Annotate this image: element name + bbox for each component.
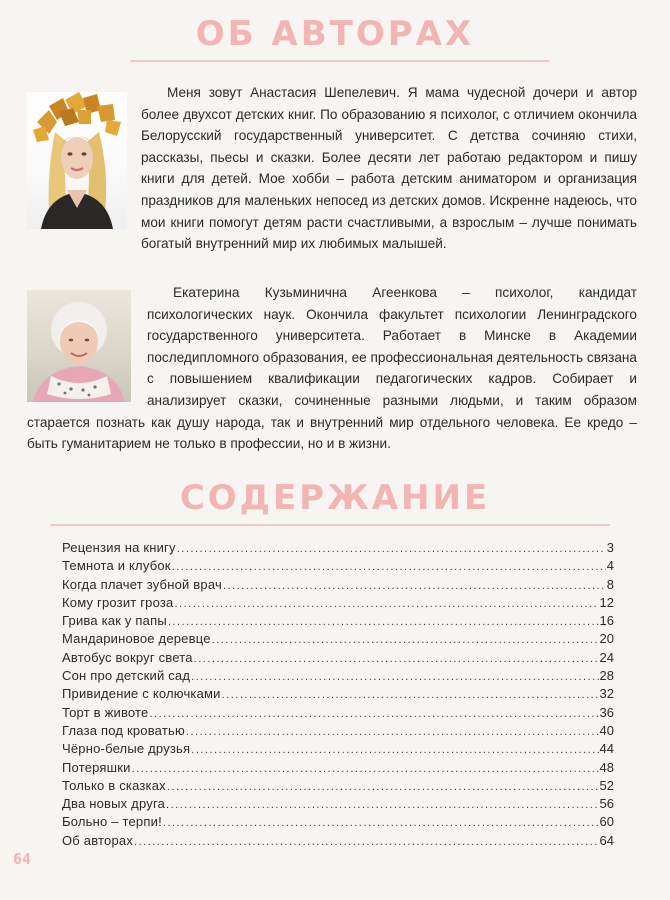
toc-title: Сон про детский сад xyxy=(62,668,191,684)
toc-leader xyxy=(134,833,599,851)
author-bio-ekaterina xyxy=(27,282,637,455)
toc-entry xyxy=(62,594,614,612)
toc-entry xyxy=(62,777,614,795)
toc-title: Грива как у папы xyxy=(62,613,167,629)
toc-entry xyxy=(62,685,614,703)
toc-title: Только в сказках xyxy=(62,777,166,793)
toc-leader xyxy=(175,595,599,613)
toc-title: Глаза под кроватью xyxy=(62,722,185,738)
toc-title: Когда плачет зубной врач xyxy=(62,576,222,592)
toc-entry xyxy=(62,759,614,777)
toc-leader xyxy=(132,760,599,778)
toc-entry xyxy=(62,667,614,685)
author-bio-text: Меня зовут Анастасия Шепелевич. Я мама чудесной дочери и автор более двухсот детских книг. По образованию я психолог, с отличием окончила Белорусский государственный университет. С детства сочиняю стихи, рассказы, пьесы и сказки. Более десяти лет работаю редактором и пишу книги для детей. Мое хобби – работа детским аниматором и организация праздников для маленьких непосед из детских домов. Искренне надеюсь, что мои книги помогут детям расти счастливыми, а взрослым – лучше понимать богатый внутренний мир их любимых малышей. xyxy=(141,85,637,252)
toc-leader xyxy=(191,741,598,759)
toc-page: 8 xyxy=(606,576,614,592)
toc-entry xyxy=(62,704,614,722)
toc-leader xyxy=(167,778,599,796)
toc-leader xyxy=(212,631,599,649)
toc-page: 60 xyxy=(599,814,614,830)
toc-title: Автобус вокруг света xyxy=(62,649,193,665)
toc-title: Рецензия на книгу xyxy=(62,540,176,555)
table-of-contents xyxy=(62,539,614,850)
toc-entry xyxy=(62,649,614,667)
toc-leader xyxy=(191,668,598,686)
toc-leader xyxy=(223,577,606,595)
toc-title: Об авторах xyxy=(62,832,134,848)
author-bio-anastasia xyxy=(27,82,637,258)
toc-entry xyxy=(62,813,614,831)
heading-underline xyxy=(50,524,610,526)
toc-title: Потеряшки xyxy=(62,759,131,775)
toc-entry xyxy=(62,576,614,594)
toc-page: 28 xyxy=(599,668,614,684)
toc-entry xyxy=(62,612,614,630)
toc-page: 12 xyxy=(599,594,614,610)
toc-entry xyxy=(62,832,614,850)
toc-title: Два новых друга xyxy=(62,796,166,812)
toc-page: 40 xyxy=(599,722,614,738)
toc-title: Больно – терпи! xyxy=(62,814,162,830)
toc-title: Темнота и клубок xyxy=(62,558,171,574)
toc-page: 64 xyxy=(599,832,614,848)
toc-page: 52 xyxy=(599,777,614,793)
toc-page: 16 xyxy=(599,613,614,629)
toc-page: 36 xyxy=(599,704,614,720)
toc-entry xyxy=(62,722,614,740)
toc-entry xyxy=(62,539,614,557)
photo-wrap-space xyxy=(27,82,141,258)
toc-entry xyxy=(62,557,614,575)
contents-heading: СОДЕРЖАНИЕ xyxy=(179,478,491,518)
toc-leader xyxy=(177,540,606,558)
heading-underline xyxy=(130,60,550,62)
toc-title: Кому грозит гроза xyxy=(62,594,174,610)
toc-leader xyxy=(172,558,606,576)
toc-leader xyxy=(168,613,599,631)
toc-page: 20 xyxy=(599,631,614,647)
toc-entry xyxy=(62,795,614,813)
author-bio-text: Екатерина Кузьминична Агеенкова – психолог, кандидат психологических наук. Окончила факультет психологии Ленинградского государственного университета. Работает в Минске в Академии последипломного образования, ее профессиональная деятельность связана с повышением квалификации педагогических кадров. Собирает и анализирует сказки, сочиненные разными людьми, и таким образом старается познать как душу народа, так и внутренний мир отдельного человека. Ее кредо – быть гуманитарием не только в профессии, но и в жизни. xyxy=(27,285,637,452)
toc-title: Привидение с колючками xyxy=(62,686,221,702)
toc-page: 56 xyxy=(599,796,614,812)
toc-leader xyxy=(166,796,598,814)
toc-title: Торт в животе xyxy=(62,704,149,720)
toc-leader xyxy=(194,650,599,668)
toc-leader xyxy=(186,723,599,741)
page-number: 64 xyxy=(13,850,32,868)
toc-page: 24 xyxy=(599,649,614,665)
toc-page: 4 xyxy=(606,558,614,574)
toc-page: 32 xyxy=(599,686,614,702)
toc-entry xyxy=(62,630,614,648)
toc-entry xyxy=(62,740,614,758)
photo-wrap-space xyxy=(27,282,147,404)
toc-title: Мандариновое деревце xyxy=(62,631,211,647)
toc-page: 44 xyxy=(599,741,614,757)
toc-page: 3 xyxy=(606,540,614,555)
toc-leader xyxy=(149,705,598,723)
about-authors-heading: ОБ АВТОРАХ xyxy=(195,14,475,54)
toc-page: 48 xyxy=(599,759,614,775)
toc-leader xyxy=(163,814,599,832)
toc-leader xyxy=(222,686,599,704)
toc-title: Чёрно-белые друзья xyxy=(62,741,191,757)
